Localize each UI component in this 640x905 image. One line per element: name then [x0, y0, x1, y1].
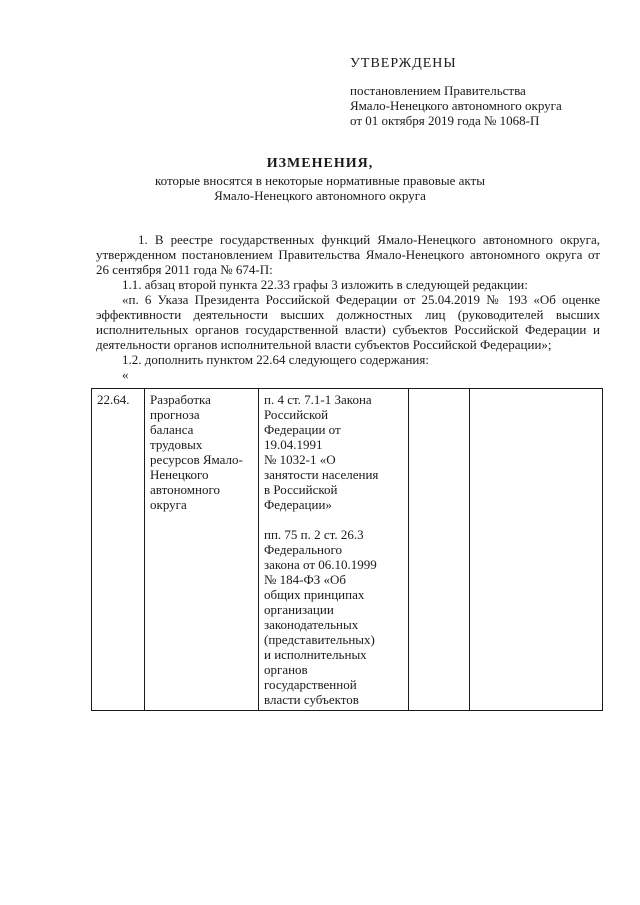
- legal-basis: п. 4 ст. 7.1-1 Закона Российской Федерации от 19.04.1991 № 1032-1 «О занятости населения в Российской Федерации» пп. 75 п. 2 ст. 26.3 Федерального закона от 06.10.1999 № 184-ФЗ «Об общих принципах организации законодательных (представительных) и исполнительных органов государственной власти субъектов: [264, 392, 379, 707]
- approval-stamp: [350, 56, 610, 128]
- paragraph-1: 1. В реестре государственных функций Ямало-Ненецкого автономного округа, утвержденном постановлением Правительства Ямало-Ненецкого автономного округа от 26 сентября 2011 года № 674-П:: [96, 232, 600, 277]
- approval-line-2: Ямало-Ненецкого автономного округа: [350, 98, 562, 113]
- quoted-text: «п. 6 Указа Президента Российской Федерации от 25.04.2019 № 193 «Об оценке эффективности деятельности высших должностных лиц (руководителей высших исполнительных органов государственной власти) субъектов Российской Федерации и деятельности органов исполнительной власти субъектов Российской Федерации»;: [96, 292, 600, 352]
- cell-legal-basis: [259, 389, 409, 711]
- registry-table: [91, 388, 603, 711]
- document-subtitle-line-2: Ямало-Ненецкого автономного округа: [214, 188, 426, 203]
- approval-line-1: постановлением Правительства: [350, 83, 526, 98]
- document-heading: [80, 156, 560, 203]
- approved-title: УТВЕРЖДЕНЫ: [350, 56, 457, 71]
- paragraph-1-1: 1.1. абзац второй пункта 22.33 графы 3 изложить в следующей редакции:: [122, 277, 528, 292]
- cell-column-4: [409, 389, 470, 711]
- cell-number: [92, 389, 145, 711]
- row-number: 22.64.: [97, 392, 130, 407]
- document-title: ИЗМЕНЕНИЯ,: [266, 156, 374, 171]
- function-name: Разработка прогноза баланса трудовых ресурсов Ямало- Ненецкого автономного округа: [150, 392, 243, 512]
- cell-function-name: [145, 389, 259, 711]
- cell-column-5: [470, 389, 603, 711]
- paragraph-1-2: 1.2. дополнить пунктом 22.64 следующего содержания:: [122, 352, 429, 367]
- table-row: [92, 389, 603, 711]
- document-subtitle-line-1: которые вносятся в некоторые нормативные правовые акты: [155, 173, 485, 188]
- document-body: [96, 232, 600, 382]
- open-quote-mark: «: [122, 367, 129, 382]
- approval-line-3: от 01 октября 2019 года № 1068-П: [350, 113, 540, 128]
